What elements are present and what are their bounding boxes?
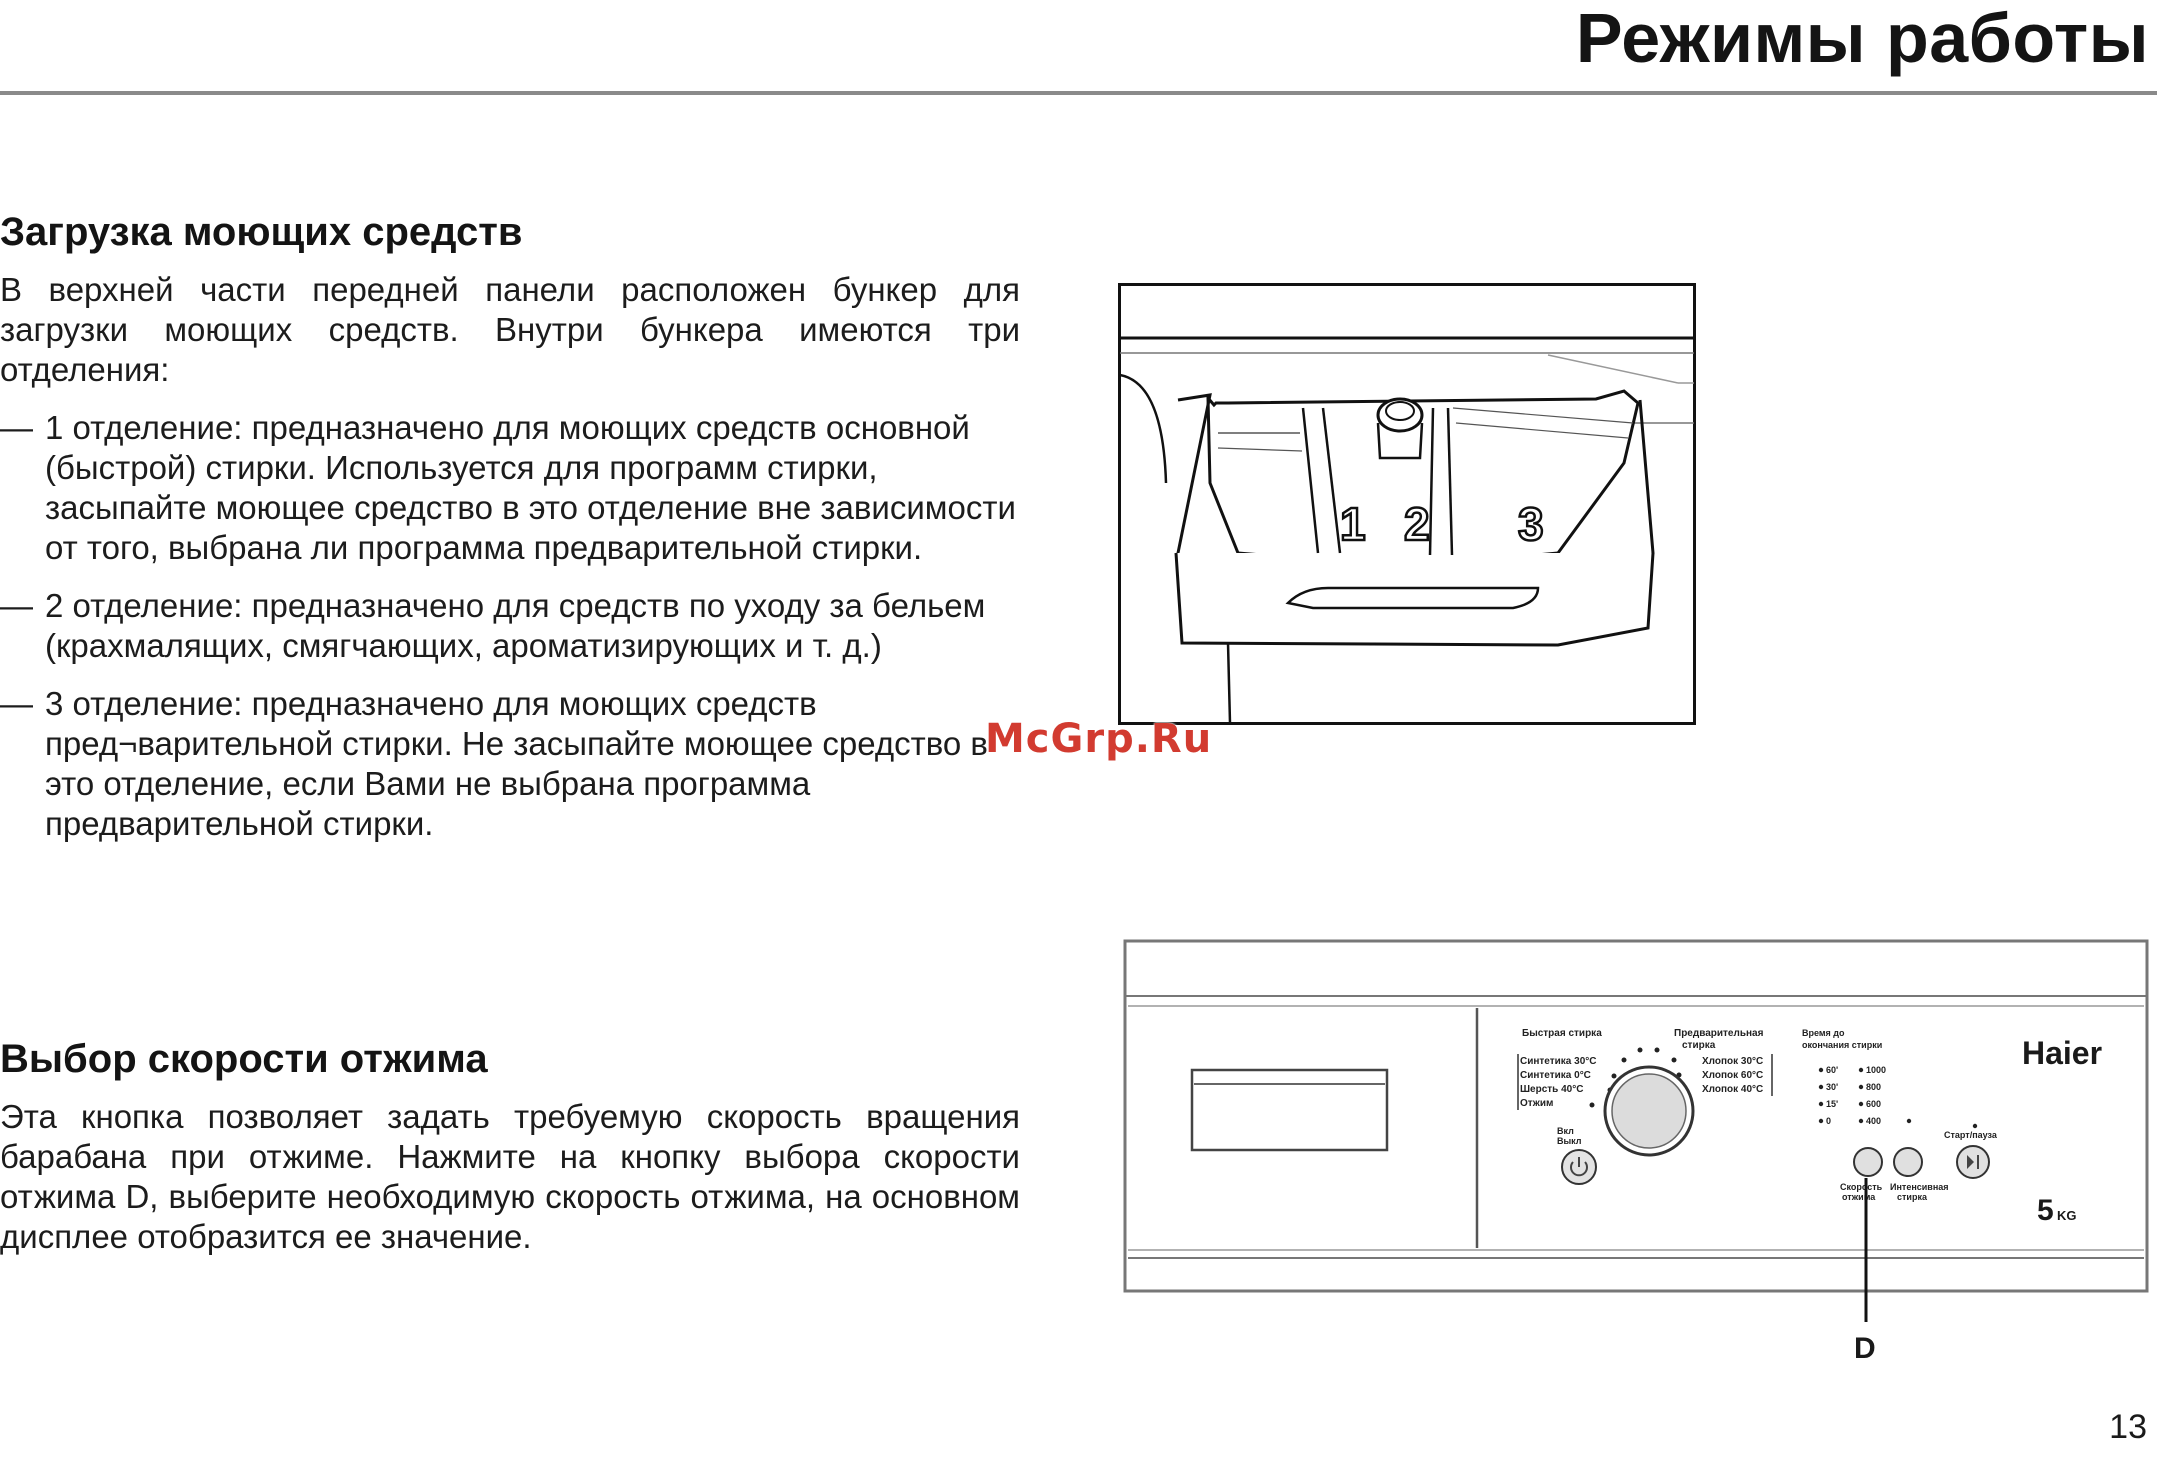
section-detergent [0, 208, 1020, 844]
time-value: 30' [1826, 1082, 1839, 1092]
time-value: 60' [1826, 1065, 1839, 1075]
intensive-label: Интенсивная [1890, 1182, 1949, 1192]
title-divider [0, 91, 2157, 95]
time-title: Время до [1802, 1028, 1845, 1038]
time-value: 0 [1826, 1116, 1832, 1126]
list-item [0, 408, 1020, 568]
speed-value: 800 [1866, 1082, 1882, 1092]
spin-description: Эта кнопка позволяет задать требуемую скорость вращения барабана при отжиме. Нажмите на кнопку выбора скорости отжима D, выберите необходимую скорость отжима, на основном дисплее отобразится ее значение. [0, 1098, 1020, 1255]
brand-logo: Haier [2022, 1035, 2103, 1071]
program-label: Синтетика 0°C [1520, 1070, 1591, 1081]
spin-speed-button [1854, 1148, 1882, 1176]
capacity-unit: KG [2057, 1208, 2077, 1223]
compartment-number: 1 [1340, 498, 1366, 550]
list-item [0, 684, 1020, 844]
section-heading-detergent: Загрузка моющих средств [0, 210, 523, 254]
speed-value: 400 [1866, 1116, 1882, 1126]
list-dash: — [0, 409, 33, 446]
list-item [0, 586, 1020, 666]
program-label: Синтетика 30°C [1520, 1056, 1597, 1067]
page-number: 13 [2109, 1408, 2147, 1446]
compartment-number: 3 [1518, 498, 1544, 550]
spin-label: отжима [1842, 1192, 1876, 1202]
capacity-number: 5 [2037, 1194, 2054, 1227]
detergent-intro: В верхней части передней панели расположен бункер для загрузки моющих средств. Внутри бункера имеются три отделения: [0, 271, 1020, 388]
detergent-drawer-figure [1118, 283, 1696, 725]
time-title: окончания стирки [1802, 1040, 1883, 1050]
section-spin-speed [0, 1035, 1020, 1257]
list-item-text: 2 отделение: предназначено для средств по уходу за бельем (крахмалящих, смягчающих, ароматизирующих и т. д.) [45, 587, 986, 664]
power-label: Вкл [1557, 1126, 1574, 1136]
program-label: Хлопок 60°C [1702, 1070, 1764, 1081]
control-panel-figure [1122, 938, 2152, 1338]
list-item-text: 1 отделение: предназначено для моющих средств основной (быстрой) стирки. Используется для программ стирки, засыпайте моющее средство в это отделение вне зависимости от того, выбрана ли программа предварительной стирки. [45, 409, 1016, 566]
intensive-button [1894, 1148, 1922, 1176]
program-label: Быстрая стирка [1522, 1028, 1602, 1039]
program-label: Отжим [1520, 1098, 1554, 1109]
page-title: Режимы работы [1575, 0, 2149, 77]
speed-value: 600 [1866, 1099, 1882, 1109]
list-item-text: 3 отделение: предназначено для моющих средств пред¬варительной стирки. Не засыпайте моющее средство в это отделение, если Вами не выбрана программа предварительной стирки. [45, 685, 988, 842]
program-label: Предварительная [1674, 1028, 1764, 1039]
program-label: стирка [1682, 1040, 1716, 1051]
time-value: 15' [1826, 1099, 1839, 1109]
callout-d: D [1854, 1332, 1876, 1365]
program-label: Хлопок 30°C [1702, 1056, 1764, 1067]
start-pause-label: Старт/пауза [1944, 1130, 1997, 1140]
program-label: Шерсть 40°C [1520, 1084, 1584, 1095]
program-label: Хлопок 40°C [1702, 1084, 1764, 1095]
watermark: McGrp.Ru [985, 716, 1213, 762]
section-heading-spin: Выбор скорости отжима [0, 1037, 488, 1081]
intensive-label: стирка [1897, 1192, 1927, 1202]
spin-label: Скорость [1840, 1182, 1883, 1192]
speed-value: 1000 [1866, 1065, 1887, 1075]
list-dash: — [0, 587, 33, 624]
list-dash: — [0, 685, 33, 722]
power-label: Выкл [1557, 1136, 1582, 1146]
compartment-number: 2 [1404, 498, 1430, 550]
